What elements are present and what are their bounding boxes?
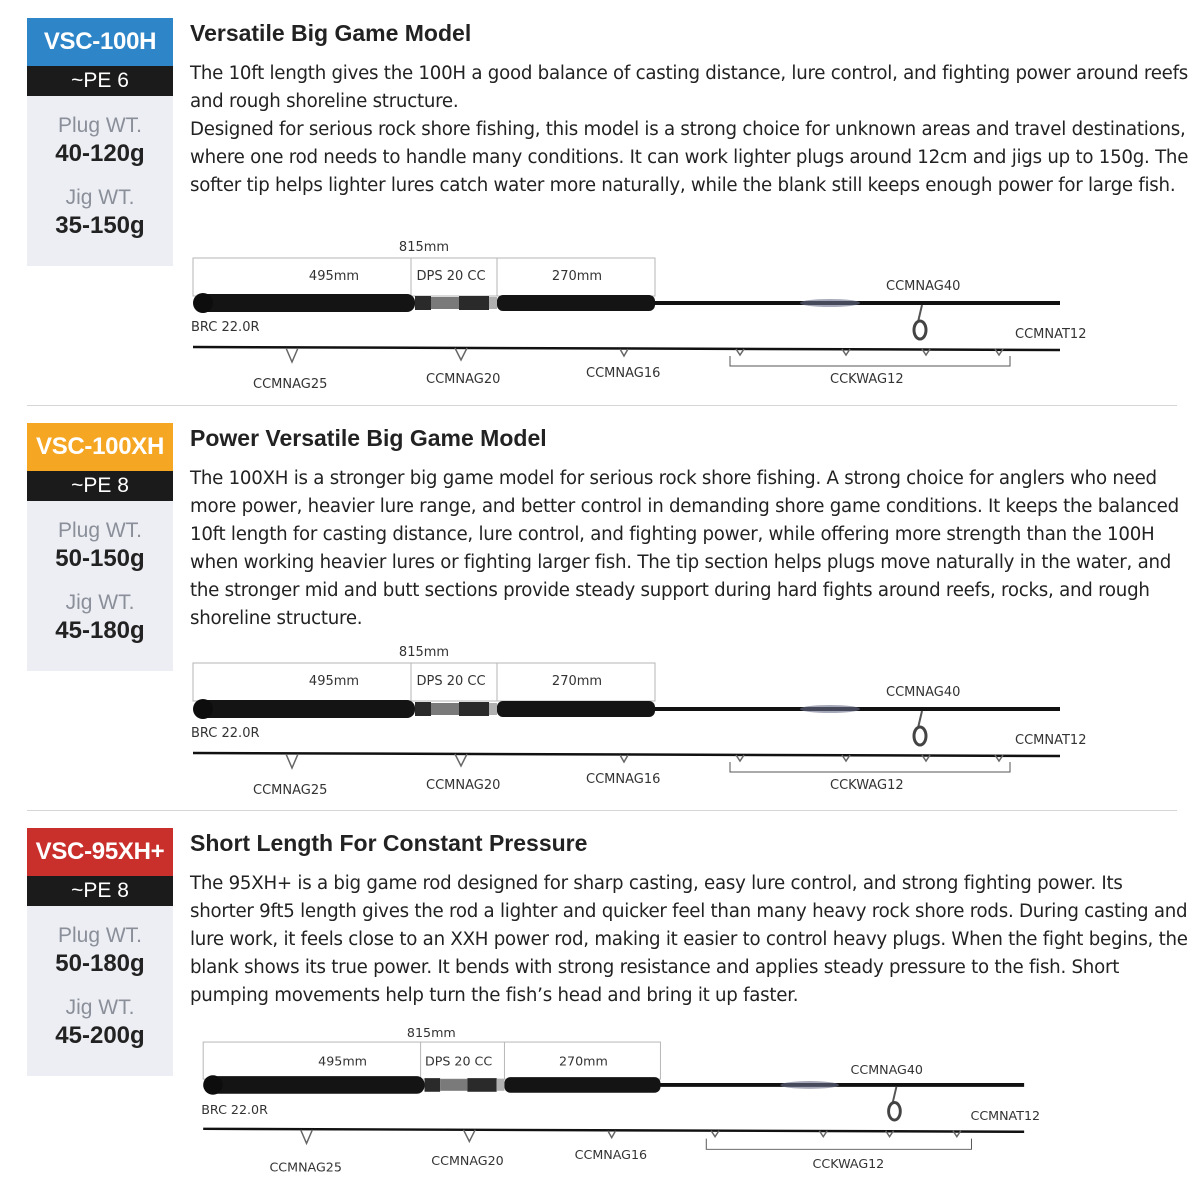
fore-grip-length-label: 270mm bbox=[551, 269, 603, 284]
reel-seat-label: DPS 20 CC bbox=[416, 269, 486, 284]
rod-diagram bbox=[0, 0, 1200, 400]
model-section-95xh-plus bbox=[0, 810, 1200, 1200]
reel-seat-label: DPS 20 CC bbox=[424, 1053, 493, 1069]
stripping-guide-label: CCMNAG40 bbox=[886, 279, 961, 294]
plug-weight-value: 40-120g bbox=[55, 140, 145, 167]
guide-label: CCMNAG20 bbox=[426, 372, 501, 387]
plug-weight-label: Plug WT. bbox=[57, 924, 143, 947]
jig-weight-label: Jig WT. bbox=[65, 186, 135, 209]
butt-cap-label: BRC 22.0R bbox=[191, 726, 260, 741]
model-badge: VSC-95XH+ bbox=[27, 828, 173, 876]
description-paragraph: The 95XH+ is a big game rod designed for sharp casting, easy lure control, and strong fighting power. Its shorter 9ft5 length gives the rod a lighter and quicker feel than many heavy rock shore rods. During casting and lure work, it feels close to an XXH power rod, making it easier to control heavy plugs. When the fight begins, the blank shows its true power. It bends with strong resistance and applies steady pressure to the fish. Short pumping movements help turn the fish’s head and bring it up faster. bbox=[190, 873, 1188, 1006]
pe-rating: ~PE 8 bbox=[27, 471, 173, 501]
rod-diagram bbox=[0, 405, 1200, 805]
pe-rating: ~PE 6 bbox=[27, 66, 173, 96]
jig-weight-label: Jig WT. bbox=[65, 996, 135, 1019]
tip-top-label: CCMNAT12 bbox=[1015, 733, 1087, 748]
description-paragraph: Designed for serious rock shore fishing, this model is a strong choice for unknown areas and travel destinations, where one rod needs to handle many conditions. It can work lighter plugs around 12cm and jigs up to 150g. The softer tip helps lighter lures catch water more naturally, while the blank still keeps enough power for large fish. bbox=[190, 119, 1189, 196]
jig-weight-value: 45-200g bbox=[55, 1022, 145, 1049]
pe-rating: ~PE 8 bbox=[27, 876, 173, 906]
guide-label: CCMNAG16 bbox=[586, 366, 661, 381]
tip-top-label: CCMNAT12 bbox=[1015, 327, 1087, 342]
stripping-guide-icon bbox=[889, 1087, 901, 1120]
rod-diagram bbox=[0, 810, 1200, 1200]
butt-cap-label: BRC 22.0R bbox=[201, 1102, 268, 1118]
guide-label: CCMNAG25 bbox=[269, 1159, 342, 1175]
model-section-100xh bbox=[0, 405, 1200, 810]
reel-seat-label: DPS 20 CC bbox=[416, 674, 486, 689]
fore-grip-length-label: 270mm bbox=[559, 1053, 608, 1069]
guide-label: CCKWAG12 bbox=[830, 778, 904, 793]
jig-weight-label: Jig WT. bbox=[65, 591, 135, 614]
model-badge: VSC-100H bbox=[27, 18, 173, 66]
butt-cap-label: BRC 22.0R bbox=[191, 320, 260, 335]
rear-grip-length-label: 495mm bbox=[308, 674, 360, 689]
jig-weight-value: 35-150g bbox=[55, 212, 145, 239]
tip-top-label: CCMNAT12 bbox=[970, 1108, 1041, 1124]
model-badge: VSC-100XH bbox=[27, 423, 173, 471]
guide-label: CCMNAG20 bbox=[426, 778, 501, 793]
rear-grip-length-label: 495mm bbox=[308, 269, 360, 284]
plug-weight-value: 50-180g bbox=[55, 950, 145, 977]
guide-label: CCMNAG20 bbox=[431, 1152, 504, 1168]
stripping-guide-icon bbox=[914, 305, 926, 339]
total-length-label: 815mm bbox=[398, 240, 450, 255]
guide-label: CCKWAG12 bbox=[830, 372, 904, 387]
model-title: Short Length For Constant Pressure bbox=[190, 830, 588, 856]
total-length-label: 815mm bbox=[406, 1025, 456, 1041]
stripping-guide-label: CCMNAG40 bbox=[850, 1062, 923, 1078]
plug-weight-label: Plug WT. bbox=[57, 114, 143, 137]
model-title: Power Versatile Big Game Model bbox=[190, 425, 547, 451]
guide-label: CCMNAG16 bbox=[574, 1147, 648, 1163]
rear-grip-length-label: 495mm bbox=[318, 1053, 368, 1069]
stripping-guide-icon bbox=[914, 711, 926, 745]
guide-label: CCKWAG12 bbox=[812, 1155, 885, 1171]
model-section-100h bbox=[0, 0, 1200, 405]
total-length-label: 815mm bbox=[398, 645, 450, 660]
guide-label: CCMNAG25 bbox=[253, 783, 328, 798]
plug-weight-value: 50-150g bbox=[55, 545, 145, 572]
stripping-guide-label: CCMNAG40 bbox=[886, 685, 961, 700]
plug-weight-label: Plug WT. bbox=[57, 519, 143, 542]
guide-label: CCMNAG16 bbox=[586, 772, 661, 787]
jig-weight-value: 45-180g bbox=[55, 617, 145, 644]
fore-grip-length-label: 270mm bbox=[551, 674, 603, 689]
description-paragraph: The 10ft length gives the 100H a good balance of casting distance, lure control, and fighting power around reefs and rough shoreline structure. bbox=[190, 63, 1189, 112]
guide-label: CCMNAG25 bbox=[253, 377, 328, 392]
model-title: Versatile Big Game Model bbox=[190, 20, 472, 46]
description-paragraph: The 100XH is a stronger big game model for serious rock shore fishing. A strong choice for anglers who need more power, heavier lure range, and better control in demanding shore game conditions. It keeps the balanced 10ft length for casting distance, lure control, and fighting power, while offering more strength than the 100H when working heavier lures or fighting larger fish. The tip section helps plugs move naturally in the water, and the stronger mid and butt sections provide steady support during hard fights around reefs, rocks, and rough shoreline structure. bbox=[190, 468, 1179, 629]
